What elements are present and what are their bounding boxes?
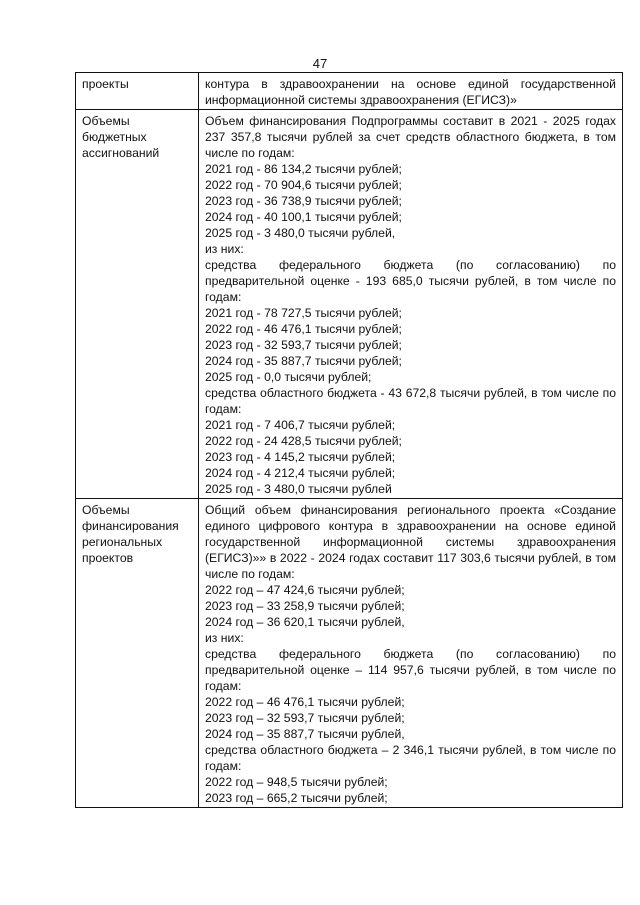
content-paragraph: из них: — [205, 631, 244, 645]
table-row — [76, 110, 623, 499]
row-label: Объемы бюджетных ассигнований — [76, 110, 199, 499]
content-paragraph: 2023 год – 33 258,9 тысячи рублей; — [205, 599, 405, 613]
content-paragraph: средства федерального бюджета (по согласованию) по предварительной оценке – 114 957,6 тысячи рублей, в том числе по годам: — [205, 647, 616, 693]
content-paragraph: 2023 год – 32 593,7 тысячи рублей; — [205, 711, 405, 725]
content-paragraph: 2022 год - 24 428,5 тысячи рублей; — [205, 434, 402, 448]
row-label: проекты — [76, 73, 199, 110]
content-paragraph: 2021 год - 7 406,7 тысячи рублей; — [205, 418, 396, 432]
content-paragraph: 2023 год – 665,2 тысячи рублей; — [205, 791, 388, 805]
content-paragraph: Объем финансирования Подпрограммы составит в 2021 - 2025 годах 237 357,8 тысячи рублей за счет средств областного бюджета, в том числе по годам: — [205, 114, 616, 160]
content-paragraph: контура в здравоохранении на основе единой государственной информационной системы здравоохранения (ЕГИСЗ)» — [205, 77, 616, 107]
content-paragraph: 2024 год – 35 887,7 тысячи рублей, — [205, 727, 405, 741]
table-row — [76, 499, 623, 808]
content-paragraph: 2025 год - 3 480,0 тысячи рублей, — [205, 226, 396, 240]
content-paragraph: из них: — [205, 242, 244, 256]
table-body — [76, 73, 623, 808]
row-content — [199, 73, 623, 110]
content-paragraph: 2023 год - 4 145,2 тысячи рублей; — [205, 450, 396, 464]
content-paragraph: 2024 год – 36 620,1 тысячи рублей, — [205, 615, 405, 629]
content-paragraph: 2022 год – 46 476,1 тысячи рублей; — [205, 695, 405, 709]
content-paragraph: 2022 год - 70 904,6 тысячи рублей; — [205, 178, 402, 192]
page-number: 47 — [312, 56, 328, 71]
content-paragraph: 2023 год - 36 738,9 тысячи рублей; — [205, 194, 402, 208]
content-paragraph: Общий объем финансирования регионального проекта «Создание единого цифрового контура в здравоохранении на основе единой государственной информационной системы здравоохранения (ЕГИСЗ)»» в 2022 - 2024 годах составит 117 303,6 тысячи рублей, в том числе по годам: — [205, 503, 616, 581]
row-label: Объемы финансирования региональных проектов — [76, 499, 199, 808]
content-paragraph: 2024 год - 35 887,7 тысячи рублей; — [205, 354, 402, 368]
row-content — [199, 110, 623, 499]
content-paragraph: 2022 год – 47 424,6 тысячи рублей; — [205, 583, 405, 597]
content-paragraph: 2024 год - 40 100,1 тысячи рублей; — [205, 210, 402, 224]
content-paragraph: 2021 год - 78 727,5 тысячи рублей; — [205, 306, 402, 320]
content-paragraph: 2023 год - 32 593,7 тысячи рублей; — [205, 338, 402, 352]
content-paragraph: 2025 год - 0,0 тысячи рублей; — [205, 370, 372, 384]
row-content — [199, 499, 623, 808]
content-paragraph: средства областного бюджета – 2 346,1 тысячи рублей, в том числе по годам: — [205, 743, 616, 773]
table-row — [76, 73, 623, 110]
content-paragraph: 2025 год - 3 480,0 тысячи рублей — [205, 482, 392, 496]
content-paragraph: 2021 год - 86 134,2 тысячи рублей; — [205, 162, 402, 176]
passport-table — [75, 72, 623, 808]
content-paragraph: средства областного бюджета - 43 672,8 тысячи рублей, в том числе по годам: — [205, 386, 616, 416]
content-paragraph: 2022 год - 46 476,1 тысячи рублей; — [205, 322, 402, 336]
content-paragraph: 2022 год – 948,5 тысячи рублей; — [205, 775, 388, 789]
content-paragraph: средства федерального бюджета (по согласованию) по предварительной оценке - 193 685,0 тысячи рублей, в том числе по годам: — [205, 258, 616, 304]
content-paragraph: 2024 год - 4 212,4 тысячи рублей; — [205, 466, 396, 480]
